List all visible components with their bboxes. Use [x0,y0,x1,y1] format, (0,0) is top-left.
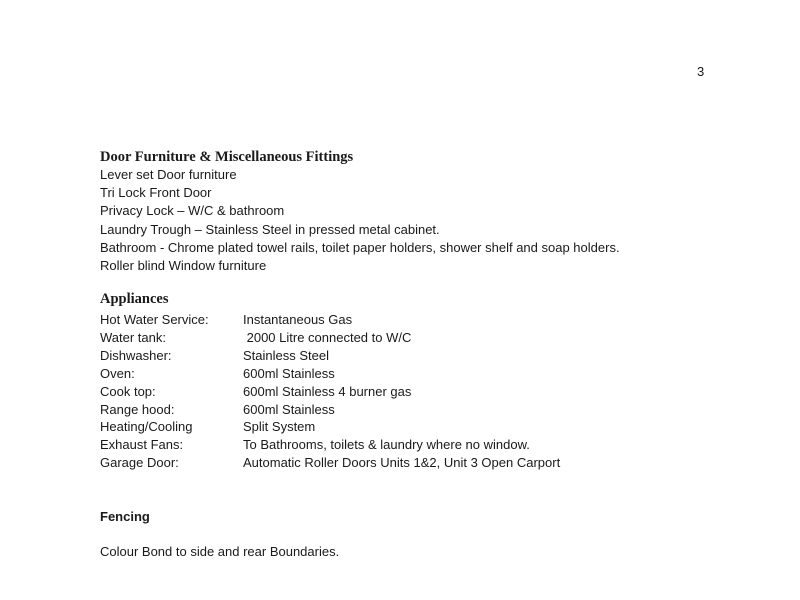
door-item: Tri Lock Front Door [100,185,212,201]
fencing-text: Colour Bond to side and rear Boundaries. [100,544,340,559]
door-item: Laundry Trough – Stainless Steel in pressed metal cabinet. [100,221,440,237]
appliance-row [100,383,560,401]
appliance-row [100,311,560,329]
appliance-label: Range hood: [100,401,175,417]
appliance-label: Heating/Cooling [100,419,193,435]
appliance-value: Stainless Steel [243,347,329,363]
appliance-row [100,401,560,419]
appliance-row [100,436,560,454]
appliance-label: Dishwasher: [100,347,172,363]
appliances-section [100,290,560,472]
door-item: Bathroom - Chrome plated towel rails, toilet paper holders, shower shelf and soap holders. [100,239,620,255]
appliance-label: Cook top: [100,383,156,399]
appliance-value: Split System [243,419,316,435]
appliance-value: 600ml Stainless [243,401,335,417]
door-item: Privacy Lock – W/C & bathroom [100,203,285,219]
appliance-label: Exhaust Fans: [100,437,184,453]
door-furniture-heading: Door Furniture & Miscellaneous Fittings [100,149,354,165]
fencing-heading: Fencing [100,509,150,524]
fencing-section [100,508,339,561]
appliance-row [100,418,560,436]
appliance-row [100,454,560,472]
appliance-label: Garage Door: [100,455,179,471]
appliance-value: To Bathrooms, toilets & laundry where no window. [243,437,530,453]
appliance-value: 600ml Stainless 4 burner gas [243,383,412,399]
appliance-label: Water tank: [100,329,166,345]
door-furniture-section [100,148,620,275]
appliance-value: Instantaneous Gas [243,312,353,327]
appliance-row [100,347,560,365]
appliance-label: Hot Water Service: [100,312,209,327]
appliance-label: Oven: [100,365,135,381]
appliances-heading: Appliances [100,291,169,307]
appliance-row [100,329,560,347]
appliance-row [100,365,560,383]
door-item: Lever set Door furniture [100,167,237,182]
appliance-value: 600ml Stainless [243,365,335,381]
appliance-value: Automatic Roller Doors Units 1&2, Unit 3 Open Carport [243,455,561,471]
door-item: Roller blind Window furniture [100,258,267,274]
page-number: 3 [697,64,705,79]
appliance-value: 2000 Litre connected to W/C [243,329,412,345]
